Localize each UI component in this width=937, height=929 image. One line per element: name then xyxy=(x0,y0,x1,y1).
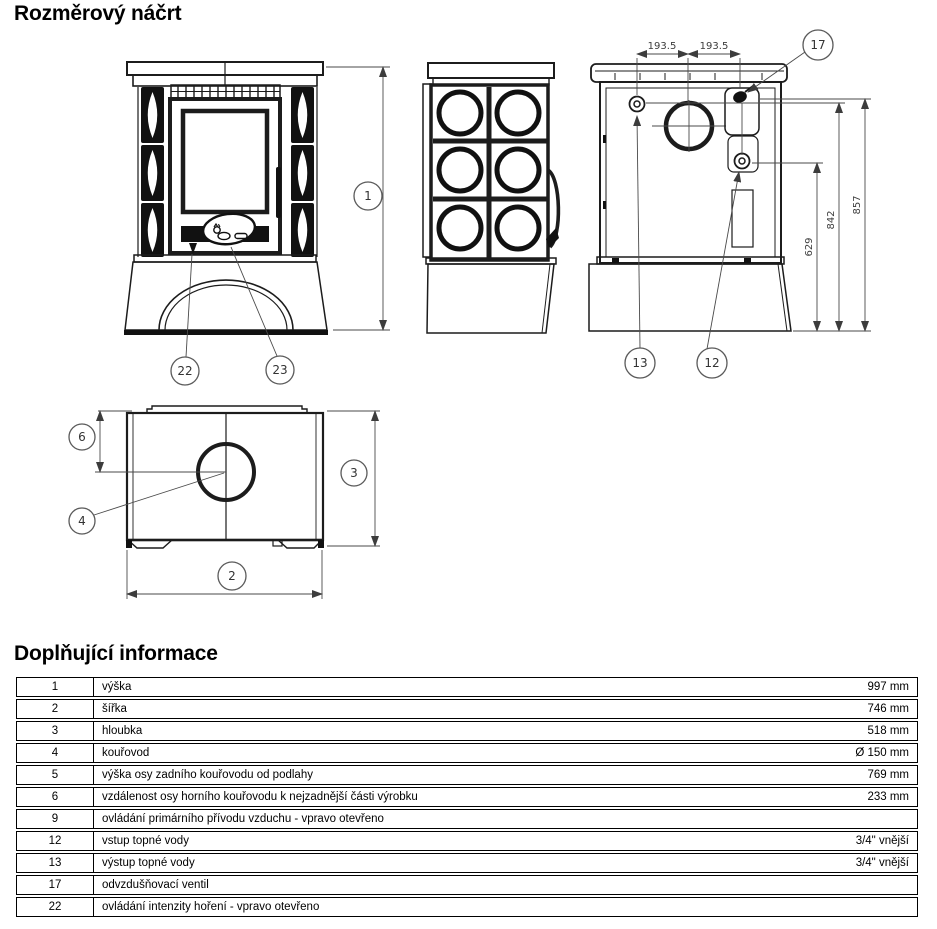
dim-842 xyxy=(646,103,845,331)
rear-body xyxy=(600,82,781,263)
callout-22-label: 22 xyxy=(177,364,193,378)
row-value: 997 mm xyxy=(783,677,918,697)
row-label: výška osy zadního kouřovodu od podlahy xyxy=(94,765,783,785)
row-number: 9 xyxy=(16,809,94,829)
rear-cap xyxy=(591,64,787,82)
row-value xyxy=(783,875,918,895)
row-label: odvzdušňovací ventil xyxy=(94,875,783,895)
rear-base xyxy=(589,264,791,331)
table-row xyxy=(16,721,918,741)
table-row xyxy=(16,677,918,697)
front-grille xyxy=(171,85,280,98)
row-number: 1 xyxy=(16,677,94,697)
row-number: 17 xyxy=(16,875,94,895)
table-row xyxy=(16,831,918,851)
dim-width xyxy=(127,550,322,599)
callout-13 xyxy=(625,116,655,378)
table-row xyxy=(16,897,918,917)
callout-12-label: 12 xyxy=(704,356,720,370)
row-value: 233 mm xyxy=(783,787,918,807)
row-label: vzdálenost osy horního kouřovodu k nejzadnější části výrobku xyxy=(94,787,783,807)
row-number: 5 xyxy=(16,765,94,785)
page-title: Rozměrový náčrt xyxy=(14,2,182,25)
callout-2-label: 2 xyxy=(228,569,236,583)
row-number: 13 xyxy=(16,853,94,873)
rear-fitting-12 xyxy=(735,154,750,169)
row-number: 3 xyxy=(16,721,94,741)
callout-3-label: 3 xyxy=(350,466,358,480)
row-value: 518 mm xyxy=(783,721,918,741)
table-row xyxy=(16,809,918,829)
callout-23-label: 23 xyxy=(272,363,288,377)
row-number: 6 xyxy=(16,787,94,807)
row-number: 12 xyxy=(16,831,94,851)
rear-view xyxy=(589,30,871,378)
section-title: Doplňující informace xyxy=(14,642,218,665)
row-number: 22 xyxy=(16,897,94,917)
row-value: 746 mm xyxy=(783,699,918,719)
callout-12 xyxy=(697,172,739,378)
callout-6-label: 6 xyxy=(78,430,86,444)
row-label: kouřovod xyxy=(94,743,783,763)
front-door-handle xyxy=(276,167,281,218)
top-body xyxy=(127,413,323,540)
row-value xyxy=(783,809,918,829)
rear-flue-outlet xyxy=(652,100,726,152)
dim-842-label: 842 xyxy=(826,210,837,230)
row-value xyxy=(783,897,918,917)
dim-193-left: 193.5 xyxy=(647,41,677,52)
front-door-glass xyxy=(183,111,267,212)
info-table xyxy=(16,675,918,919)
rear-vent-valve xyxy=(725,86,759,172)
top-view xyxy=(69,406,380,599)
row-label: výška xyxy=(94,677,783,697)
table-row xyxy=(16,699,918,719)
row-number: 2 xyxy=(16,699,94,719)
front-base xyxy=(125,262,327,330)
table-row xyxy=(16,787,918,807)
table-row xyxy=(16,765,918,785)
row-value: 769 mm xyxy=(783,765,918,785)
dim-193-right: 193.5 xyxy=(699,41,729,52)
row-label: výstup topné vody xyxy=(94,853,783,873)
side-view xyxy=(423,63,559,333)
dim-depth xyxy=(327,411,380,546)
row-label: ovládání intenzity hoření - vpravo otevřeno xyxy=(94,897,783,917)
callout-13-label: 13 xyxy=(632,356,648,370)
side-cap xyxy=(428,63,554,78)
callout-17-label: 17 xyxy=(810,38,826,52)
table-row xyxy=(16,853,918,873)
table-row xyxy=(16,875,918,895)
dim-flue-offset-top xyxy=(69,411,226,472)
callout-1-label: 1 xyxy=(364,189,372,203)
dim-857 xyxy=(760,99,871,331)
callout-17 xyxy=(748,30,833,92)
dim-857-label: 857 xyxy=(852,195,863,215)
front-view xyxy=(124,62,390,385)
row-value: 3/4" vnější xyxy=(783,853,918,873)
row-label: hloubka xyxy=(94,721,783,741)
row-label: vstup topné vody xyxy=(94,831,783,851)
callout-22 xyxy=(171,243,199,385)
rear-fitting-13 xyxy=(630,97,645,112)
side-base xyxy=(427,264,554,333)
callout-4-label: 4 xyxy=(78,514,86,528)
dim-629-label: 629 xyxy=(804,237,815,257)
table-row xyxy=(16,743,918,763)
front-right-tiles xyxy=(291,87,314,257)
row-number: 4 xyxy=(16,743,94,763)
callout-1 xyxy=(354,182,382,210)
row-value: Ø 150 mm xyxy=(783,743,918,763)
row-value: 3/4" vnější xyxy=(783,831,918,851)
row-label: ovládání primárního přívodu vzduchu - vpravo otevřeno xyxy=(94,809,783,829)
front-left-tiles xyxy=(141,87,164,257)
row-label: šířka xyxy=(94,699,783,719)
